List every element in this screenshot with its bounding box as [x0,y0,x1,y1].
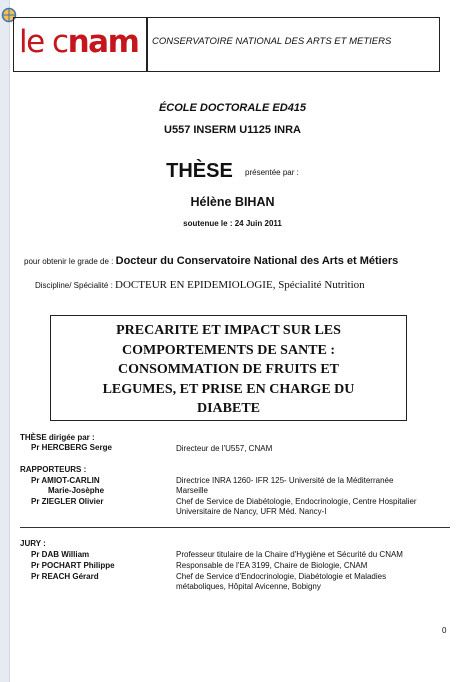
page-number: 0 [442,626,447,635]
jury-2-name: Pr POCHART Philippe [31,561,115,570]
thesis-title-line: CONSOMMATION DE FRUITS ET [117,362,340,377]
jury-1-role: Professeur titulaire de la Chaire d'Hygiène et Sécurité du CNAM [176,550,403,559]
jury-3-role-cont: métaboliques, Hôpital Avicenne, Bobigny [176,582,321,591]
degree-line [24,255,398,267]
rapporteurs-heading: RAPPORTEURS : [20,465,87,474]
institution-name: CONSERVATOIRE NATIONAL DES ARTS ET METIERS [152,36,392,47]
defense-date: soutenue le : 24 Juin 2011 [183,219,282,228]
cnam-logo: le cnam [19,24,139,60]
thesis-heading [0,160,465,183]
thesis-title-line: LEGUMES, ET PRISE EN CHARGE DU [102,381,355,397]
author-name: Hélène BIHAN [190,195,275,209]
thesis-word: THÈSE [166,160,233,182]
jury-3-role: Chef de Service d'Endocrinologie, Diabétologie et Maladies [176,572,387,581]
thesis-title-line: COMPORTEMENTS DE SANTE : [121,342,336,358]
rapporteur-2-role: Chef de Service de Diabétologie, Endocrinologie, Centre Hospitalier [176,497,417,506]
presented-by-label: présentée par : [245,168,299,177]
research-units: U557 INSERM U1125 INRA [164,124,301,136]
rapporteur-1-firstname: Marie-Josèphe [48,486,105,495]
rapporteur-1-name: Pr AMIOT-CARLIN [31,476,100,485]
thesis-title-line: PRECARITE ET IMPACT SUR LES [116,323,341,338]
section-divider [20,527,450,528]
jury-1-name: Pr DAB William [31,550,90,559]
direction-heading: THÈSE dirigée par : [20,433,95,442]
discipline-label: Discipline/ Spécialité : [35,281,113,290]
header-divider [146,17,148,72]
degree-value: Docteur du Conservatoire National des Arts et Métiers [115,255,399,267]
director-role: Directeur de l'U557, CNAM [176,444,273,453]
thesis-title-line: DIABETE [196,401,261,416]
discipline-value: DOCTEUR EN EPIDEMIOLOGIE, Spécialité Nutrition [115,279,365,291]
doctoral-school: ÉCOLE DOCTORALE ED415 [158,102,307,114]
director-name: Pr HERCBERG Serge [31,443,112,452]
thesis-title [50,321,407,419]
jury-2-role: Responsable de l'EA 3199, Chaire de Biologie, CNAM [176,561,368,570]
rapporteur-1-role-cont: Marseille [176,486,209,495]
rapporteur-2-role-cont: Universitaire de Nancy, UFR Méd. Nancy-I [176,507,327,516]
rapporteur-2-name: Pr ZIEGLER Olivier [31,497,104,506]
degree-label: pour obtenir le grade de : [24,257,114,266]
jury-3-name: Pr REACH Gérard [31,572,99,581]
discipline-line [35,279,365,291]
rapporteur-1-role: Directrice INRA 1260- IFR 125- Université de la Méditerranée [176,476,394,485]
jury-heading: JURY : [20,539,46,548]
